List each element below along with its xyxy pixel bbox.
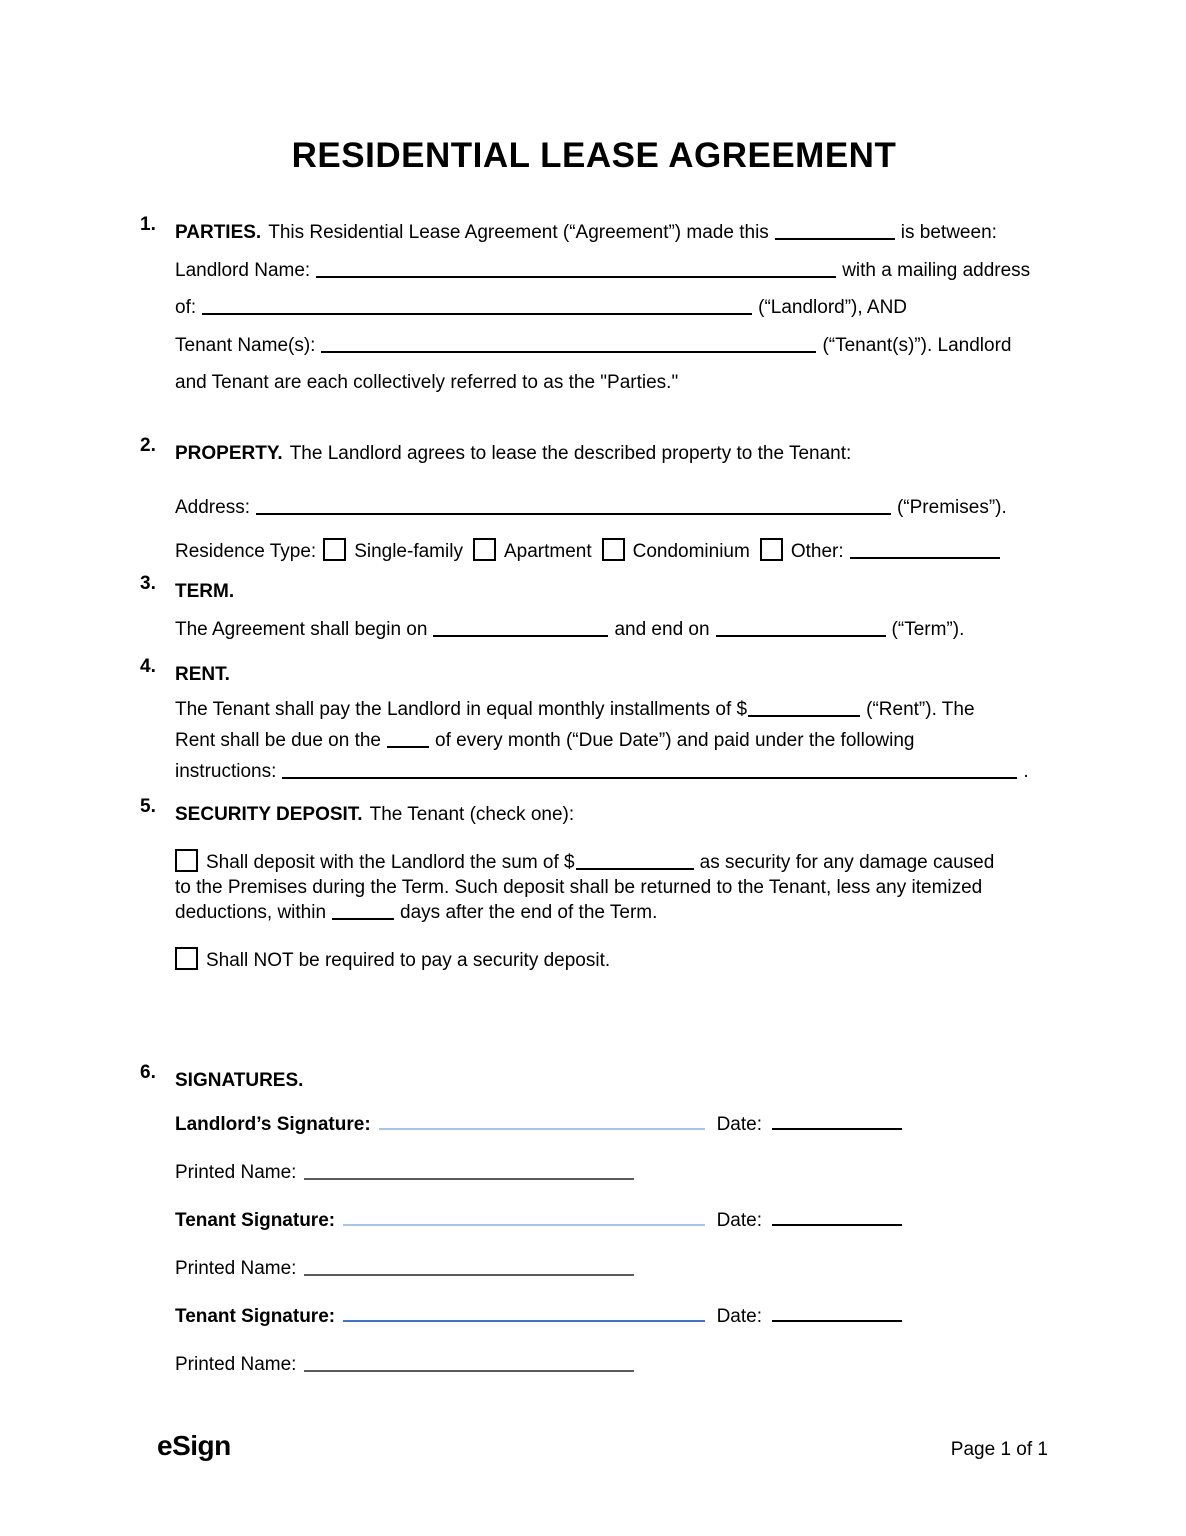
blank-tenant-names[interactable] xyxy=(321,335,816,353)
section-rent xyxy=(140,656,1048,787)
checkbox-apartment[interactable] xyxy=(473,538,496,561)
section-number-property: 2. xyxy=(140,434,156,456)
blank-other-residence-type[interactable] xyxy=(850,541,1000,559)
parties-heading: PARTIES. xyxy=(175,222,262,243)
tenant1-signature-row xyxy=(175,1209,902,1233)
term-begin-text: The Agreement shall begin on xyxy=(175,618,428,640)
section-number-parties: 1. xyxy=(140,214,156,235)
tenant-name-label: Tenant Name(s): xyxy=(175,334,316,356)
blank-term-start-date[interactable] xyxy=(433,619,608,637)
residence-type-line xyxy=(175,533,1048,571)
blank-agreement-date[interactable] xyxy=(775,222,895,240)
tenant2-signature-label: Tenant Signature: xyxy=(175,1305,336,1327)
security-heading: SECURITY DEPOSIT. xyxy=(175,803,363,825)
tenant2-printed-name-row xyxy=(175,1353,1048,1377)
checkbox-other[interactable] xyxy=(760,538,783,561)
option-condominium-label: Condominium xyxy=(632,540,750,562)
blank-rent-amount[interactable] xyxy=(748,699,860,717)
security-option1-text-b: as security for any damage caused xyxy=(699,852,995,873)
document-title: RESIDENTIAL LEASE AGREEMENT xyxy=(291,136,897,175)
section-parties xyxy=(140,214,1048,402)
property-address-label: Address: xyxy=(175,497,250,518)
security-option1-text-a: Shall deposit with the Landlord the sum of $ xyxy=(206,852,575,873)
rent-instructions-tail: . xyxy=(1023,760,1029,782)
section-security-deposit xyxy=(140,796,1048,974)
option-apartment-label: Apartment xyxy=(503,540,592,562)
term-dates-line xyxy=(175,611,1048,649)
checkbox-condominium[interactable] xyxy=(602,538,625,561)
parties-line-1 xyxy=(175,214,1048,252)
blank-payment-instructions[interactable] xyxy=(282,761,1017,779)
security-deductions-text: deductions, within xyxy=(175,902,327,923)
landlord-date-field[interactable] xyxy=(772,1114,902,1130)
section-number-security-deposit: 5. xyxy=(140,795,156,817)
section-term xyxy=(140,573,1048,648)
security-option2-line xyxy=(175,947,1048,973)
tenant1-date-label: Date: xyxy=(716,1209,762,1231)
option-other-label: Other: xyxy=(790,540,844,562)
landlord-printed-name-row xyxy=(175,1161,1048,1185)
term-heading: TERM. xyxy=(175,581,235,602)
tenant2-signature-field[interactable] xyxy=(343,1306,704,1322)
rent-amount-text: The Tenant shall pay the Landlord in equal monthly installments of $ xyxy=(175,698,748,720)
tenant1-printed-name-field[interactable] xyxy=(304,1259,634,1276)
residence-type-label: Residence Type: xyxy=(175,540,317,562)
blank-rent-due-day[interactable] xyxy=(387,730,429,748)
security-option1-line2: to the Premises during the Term. Such deposit shall be returned to the Tenant, less any itemized xyxy=(175,877,983,898)
rent-line-1 xyxy=(175,694,1048,725)
rent-due-text: Rent shall be due on the xyxy=(175,729,381,751)
term-end-text: and end on xyxy=(614,618,710,640)
tenant2-date-field[interactable] xyxy=(772,1306,902,1322)
page-footer xyxy=(140,1430,1048,1462)
security-option1-line1 xyxy=(175,849,1048,875)
property-heading-line xyxy=(175,435,1048,473)
parties-line-tenant xyxy=(175,327,1048,365)
security-option1-line3 xyxy=(175,900,1048,925)
term-heading-line xyxy=(175,573,1048,611)
signatures-heading: SIGNATURES. xyxy=(175,1070,304,1091)
tenant1-signature-label: Tenant Signature: xyxy=(175,1209,336,1231)
rent-due-tail: of every month (“Due Date”) and paid under the following xyxy=(435,729,915,751)
tenant1-date-field[interactable] xyxy=(772,1210,902,1226)
tenant1-printed-name-label: Printed Name: xyxy=(175,1257,297,1279)
tenant1-printed-name-row xyxy=(175,1257,1048,1281)
blank-property-address[interactable] xyxy=(256,497,891,515)
rent-line-3 xyxy=(175,756,1048,787)
parties-closing-text: and Tenant are each collectively referred to as the "Parties." xyxy=(175,372,679,393)
blank-landlord-mailing-address[interactable] xyxy=(202,297,752,315)
landlord-signature-label: Landlord’s Signature: xyxy=(175,1113,371,1135)
blank-term-end-date[interactable] xyxy=(716,619,886,637)
landlord-signature-row xyxy=(175,1113,902,1137)
property-address-line xyxy=(175,489,1048,527)
parties-intro-tail: is between: xyxy=(900,222,997,243)
section-signatures xyxy=(140,1062,1048,1377)
rent-heading-line xyxy=(175,656,1048,694)
tenant2-printed-name-label: Printed Name: xyxy=(175,1353,297,1375)
mailing-address-label: of: xyxy=(175,297,197,318)
rent-amount-tail: (“Rent”). The xyxy=(866,698,975,720)
tenant2-signature-row xyxy=(175,1305,902,1329)
esign-logo: eSign xyxy=(157,1429,231,1461)
security-deductions-tail: days after the end of the Term. xyxy=(400,902,658,923)
parties-intro-text: This Residential Lease Agreement (“Agreement”) made this xyxy=(268,222,769,243)
landlord-date-label: Date: xyxy=(716,1113,762,1135)
security-intro-text: The Tenant (check one): xyxy=(369,803,575,825)
landlord-signature-field[interactable] xyxy=(379,1114,705,1130)
parties-line-address xyxy=(175,289,1048,327)
tenant-name-tail: (“Tenant(s)”). Landlord xyxy=(822,334,1012,356)
section-property xyxy=(140,435,1048,571)
security-heading-line xyxy=(175,796,1048,834)
checkbox-no-deposit[interactable] xyxy=(175,947,198,970)
checkbox-single-family[interactable] xyxy=(323,538,346,561)
rent-heading: RENT. xyxy=(175,664,230,685)
blank-deposit-return-days[interactable] xyxy=(332,902,394,920)
tenant2-printed-name-field[interactable] xyxy=(304,1355,634,1372)
checkbox-shall-deposit[interactable] xyxy=(175,849,198,872)
tenant2-date-label: Date: xyxy=(716,1305,762,1327)
property-intro-text: The Landlord agrees to lease the described property to the Tenant: xyxy=(289,442,852,464)
section-number-signatures: 6. xyxy=(140,1062,156,1083)
option-single-family-label: Single-family xyxy=(354,540,463,562)
signatures-heading-line xyxy=(175,1062,1048,1100)
section-number-rent: 4. xyxy=(140,656,156,677)
mailing-address-tail: (“Landlord”), AND xyxy=(758,297,908,318)
section-number-term: 3. xyxy=(140,573,156,594)
security-option2-text: Shall NOT be required to pay a security deposit. xyxy=(206,950,611,971)
page-number-label: Page 1 of 1 xyxy=(950,1438,1048,1460)
term-tail: (“Term”). xyxy=(891,618,965,640)
blank-deposit-amount[interactable] xyxy=(576,852,694,870)
parties-line-landlord xyxy=(175,252,1048,290)
rent-instructions-label: instructions: xyxy=(175,760,277,782)
rent-line-2 xyxy=(175,725,1048,756)
tenant1-signature-field[interactable] xyxy=(343,1210,704,1226)
landlord-printed-name-label: Printed Name: xyxy=(175,1161,297,1183)
property-address-tail: (“Premises”). xyxy=(896,497,1007,518)
property-heading: PROPERTY. xyxy=(175,442,283,464)
landlord-name-tail: with a mailing address xyxy=(842,259,1031,281)
blank-landlord-name[interactable] xyxy=(316,260,836,278)
landlord-printed-name-field[interactable] xyxy=(304,1163,634,1180)
landlord-name-label: Landlord Name: xyxy=(175,259,311,281)
